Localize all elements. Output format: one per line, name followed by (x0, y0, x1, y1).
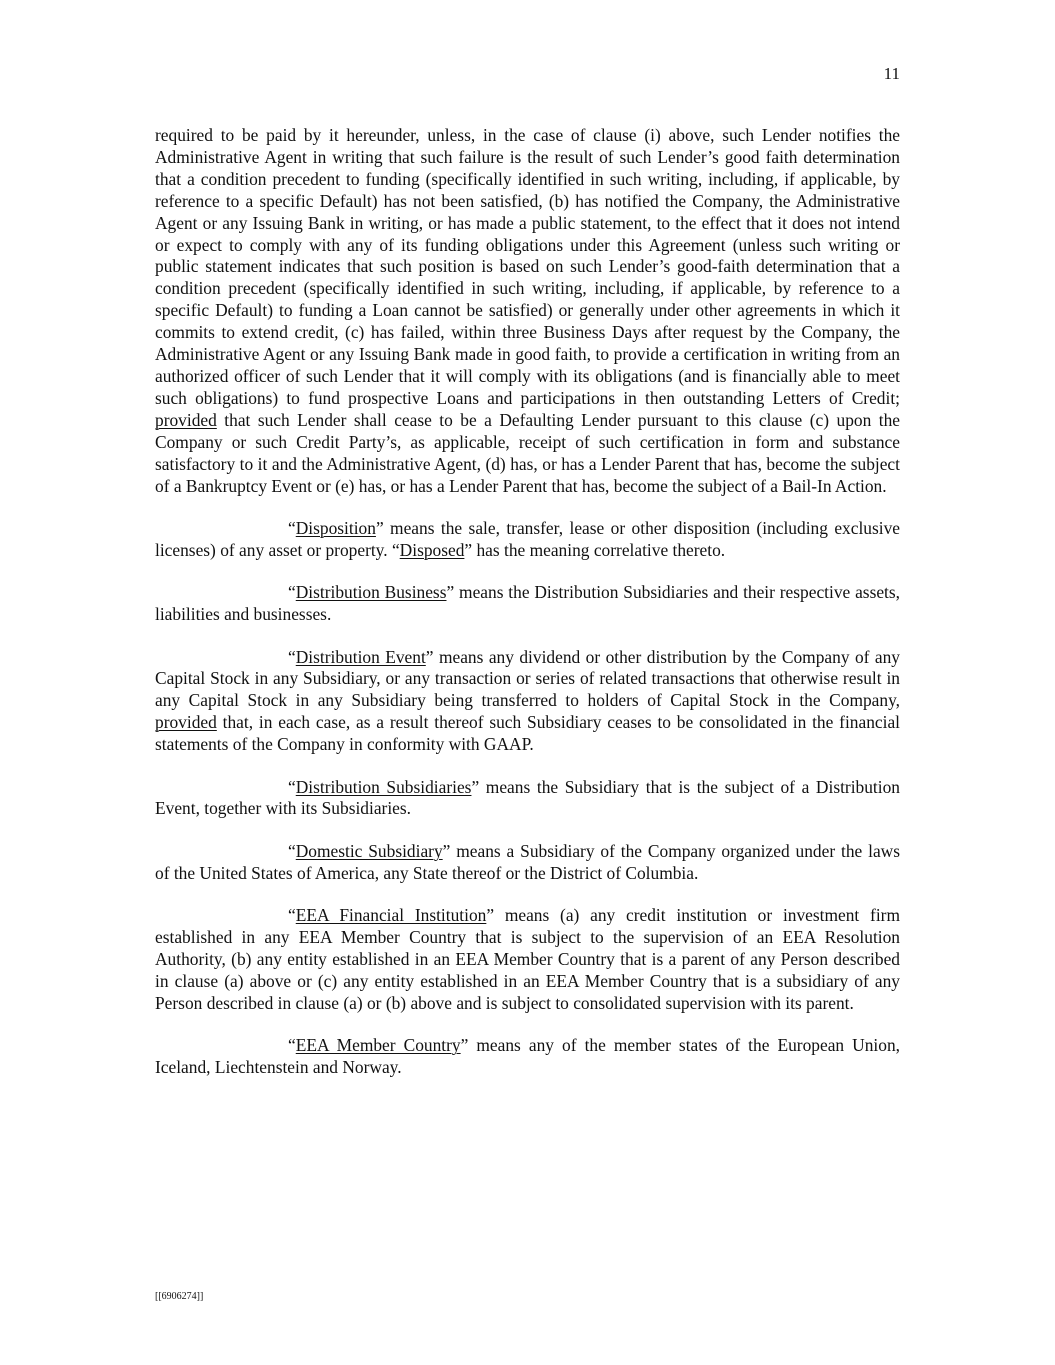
continuation-text: that such Lender shall cease to be a Defaulting Lender pursuant to this clause (c) upon the Company or such Credit Party’s, as applicable, receipt of such certification in form and substance satisfactory to it and the Administrative Agent, (d) has, or has a Lender Parent that has, become the subject of a Bankruptcy Event or (e) has, or has a Lender Parent that has, become the subject of a Bail-In Action. (155, 409, 900, 496)
definition-disposition: “Disposition” means the sale, transfer, lease or other disposition (including exclusive licenses) of any asset or property. “Disposed” has the meaning correlative thereto. (155, 517, 900, 560)
defined-term: Disposed (399, 539, 465, 560)
definition-text: ” means the Subsidiary that is the subject of a Distribution Event, together with its Subsidiaries. (155, 776, 900, 819)
definition-text: ” means a Subsidiary of the Company organized under the laws of the United States of America, any State thereof or the District of Columbia. (155, 840, 900, 883)
definition-domestic-subsidiary: “Domestic Subsidiary” means a Subsidiary of the Company organized under the laws of the United States of America, any State thereof or the District of Columbia. (155, 840, 900, 883)
definition-text: ” means the Distribution Subsidiaries and their respective assets, liabilities and businesses. (155, 582, 901, 625)
definition-text: ” has the meaning correlative thereto. (464, 539, 726, 560)
defined-term: Distribution Subsidiaries (295, 776, 472, 797)
definition-distribution-business: “Distribution Business” means the Distribution Subsidiaries and their respective assets, liabilities and businesses. (155, 582, 901, 625)
continuation-paragraph (155, 125, 900, 497)
defined-term: Distribution Business (295, 582, 447, 603)
page-number: 11 (883, 64, 900, 83)
definition-eea-financial-institution: “EEA Financial Institution” means (a) any credit institution or investment firm established in any EEA Member Country that is subject to the supervision of an EEA Resolution Authority, (b) any entity established in an EEA Member Country that is a parent of any Person described in clause (a) above or (c) any entity established in an EEA Member Country that is a subsidiary of any Person described in clause (a) or (b) above and is subject to consolidated supervision with its parent. (155, 905, 900, 1013)
definition-text: ” means any dividend or other distribution by the Company of any Capital Stock in any Subsidiary, or any transaction or series of related transactions that otherwise result in any Capital Stock in any Subsidiary being transferred to holders of Capital Stock in the Company, (155, 646, 900, 711)
document-id: [[6906274]] (155, 1291, 204, 1302)
definition-distribution-subsidiaries: “Distribution Subsidiaries” means the Subsidiary that is the subject of a Distribution Event, together with its Subsidiaries. (155, 776, 900, 819)
defined-term: EEA Financial Institution (295, 905, 487, 926)
provided-term: provided (155, 409, 217, 430)
defined-term: Distribution Event (295, 646, 426, 667)
definition-eea-member-country: “EEA Member Country” means any of the member states of the European Union, Iceland, Liechtenstein and Norway. (155, 1035, 900, 1078)
definition-text: ” means any of the member states of the European Union, Iceland, Liechtenstein and Norway. (155, 1035, 900, 1078)
defined-term: Domestic Subsidiary (295, 840, 443, 861)
definition-text: ” means (a) any credit institution or investment firm established in any EEA Member Country that is subject to the supervision of an EEA Resolution Authority, (b) any entity established in an EEA Member Country that is a parent of any Person described in clause (a) above or (c) any entity established in an EEA Member Country that is a subsidiary of any Person described in clause (a) or (b) above and is subject to consolidated supervision with its parent. (155, 905, 900, 1013)
definition-text: ” means the sale, transfer, lease or other disposition (including exclusive licenses) of any asset or property. “ (155, 517, 900, 560)
document-body (155, 125, 900, 1100)
provided-term: provided (155, 712, 217, 733)
continuation-text: required to be paid by it hereunder, unless, in the case of clause (i) above, such Lender notifies the Administrative Agent in writing that such failure is the result of such Lender’s good faith determination that a condition precedent to funding (specifically identified in such writing, including, if applicable, by reference to a specific Default) has not been satisfied, (b) has notified the Company, the Administrative Agent or any Issuing Bank in writing, or has made a public statement, to the effect that it does not intend or expect to comply with any of its funding obligations under this Agreement (unless such writing or public statement indicates that such position is based on such Lender’s good-faith determination that a condition precedent (specifically identified in such writing, including, if applicable, by reference to a specific Default) to funding a Loan cannot be satisfied) or generally under other agreements in which it commits to extend credit, (c) has failed, within three Business Days after request by the Company, the Administrative Agent or any Issuing Bank made in good faith, to provide a certification in writing from an authorized officer of such Lender that it will comply with its obligations (and is financially able to meet such obligations) to fund prospective Loans and participations in then outstanding Letters of Credit; (155, 125, 900, 408)
defined-term: Disposition (295, 517, 376, 538)
defined-term: EEA Member Country (295, 1035, 461, 1056)
definition-text: that, in each case, as a result thereof such Subsidiary ceases to be consolidated in the financial statements of the Company in conformity with GAAP. (155, 712, 900, 755)
definition-distribution-event: “Distribution Event” means any dividend or other distribution by the Company of any Capital Stock in any Subsidiary, or any transaction or series of related transactions that otherwise result in any Capital Stock in any Subsidiary being transferred to holders of Capital Stock in the Company, provided that, in each case, as a result thereof such Subsidiary ceases to be consolidated in the financial statements of the Company in conformity with GAAP. (155, 646, 900, 755)
